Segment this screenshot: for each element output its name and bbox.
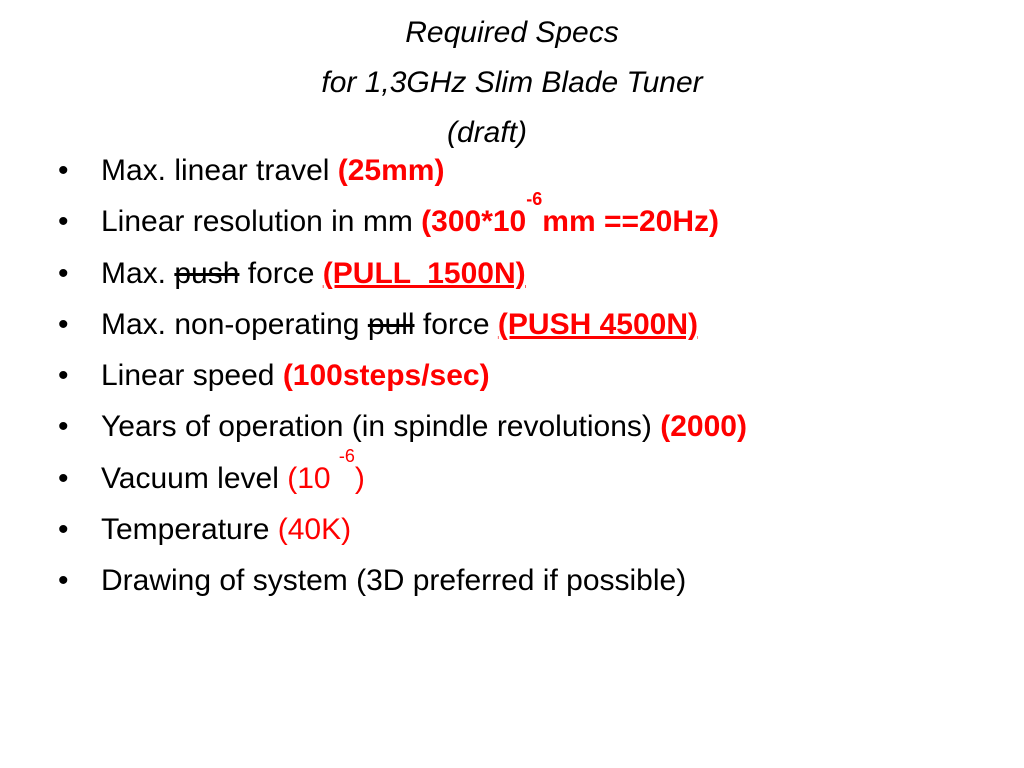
spec-item-max-force [58, 248, 747, 299]
spec-label: Max. non-operating [101, 307, 368, 341]
bullet-icon: • [58, 307, 69, 341]
spec-value [287, 445, 365, 495]
spec-value-exponent: -6 [526, 189, 543, 210]
bullet-icon: • [58, 461, 69, 495]
spec-label: Years of operation (in spindle revolutions) [101, 410, 661, 444]
spec-label: Max. [101, 256, 175, 290]
bullet-icon: • [58, 410, 69, 444]
spec-label: Max. linear travel [101, 154, 338, 187]
title-line-3: (draft) [446, 116, 527, 149]
spec-value: (40K) [277, 513, 352, 547]
spec-value: (PUSH 4500N) [497, 307, 698, 341]
bullet-icon: • [58, 564, 69, 598]
spec-value: (25mm) [337, 154, 445, 187]
spec-item-linear-speed [58, 350, 747, 401]
bullet-icon: • [58, 256, 69, 290]
title-line-2: for 1,3GHz Slim Blade Tuner [321, 66, 703, 99]
bullet-icon: • [58, 513, 69, 547]
spec-struck-word: push [174, 256, 240, 290]
spec-label: Linear resolution in mm [101, 205, 422, 239]
spec-item-non-operating-force [58, 299, 747, 350]
slide-title [0, 8, 1024, 158]
spec-list [58, 145, 747, 607]
spec-value-part: (300*10 [421, 205, 527, 239]
spec-label: Temperature [101, 513, 278, 547]
spec-value-part: (10 [287, 461, 339, 495]
spec-label: force [414, 307, 498, 341]
spec-label: Vacuum level [101, 461, 288, 495]
bullet-icon: • [58, 154, 69, 187]
spec-label: force [239, 256, 323, 290]
spec-item-linear-travel [58, 145, 747, 196]
spec-item-years-of-operation [58, 401, 747, 452]
spec-item-drawing [58, 555, 747, 606]
spec-value-part: ) [354, 461, 365, 495]
spec-value [421, 189, 720, 239]
spec-struck-word: pull [367, 307, 415, 341]
spec-value: (2000) [660, 410, 747, 444]
spec-label: Drawing of system (3D preferred if possible) [101, 564, 687, 598]
spec-value-part: mm ==20Hz) [542, 205, 720, 239]
spec-value: (100steps/sec) [282, 359, 490, 393]
spec-value: (PULL 1500N) [322, 256, 526, 290]
title-line-1: Required Specs [405, 16, 619, 49]
spec-item-temperature [58, 504, 747, 555]
bullet-icon: • [58, 205, 69, 239]
spec-item-vacuum-level [58, 445, 747, 504]
spec-item-linear-resolution [58, 189, 747, 247]
spec-label: Linear speed [101, 359, 283, 393]
spec-value-exponent: -6 [338, 445, 355, 466]
bullet-icon: • [58, 359, 69, 393]
